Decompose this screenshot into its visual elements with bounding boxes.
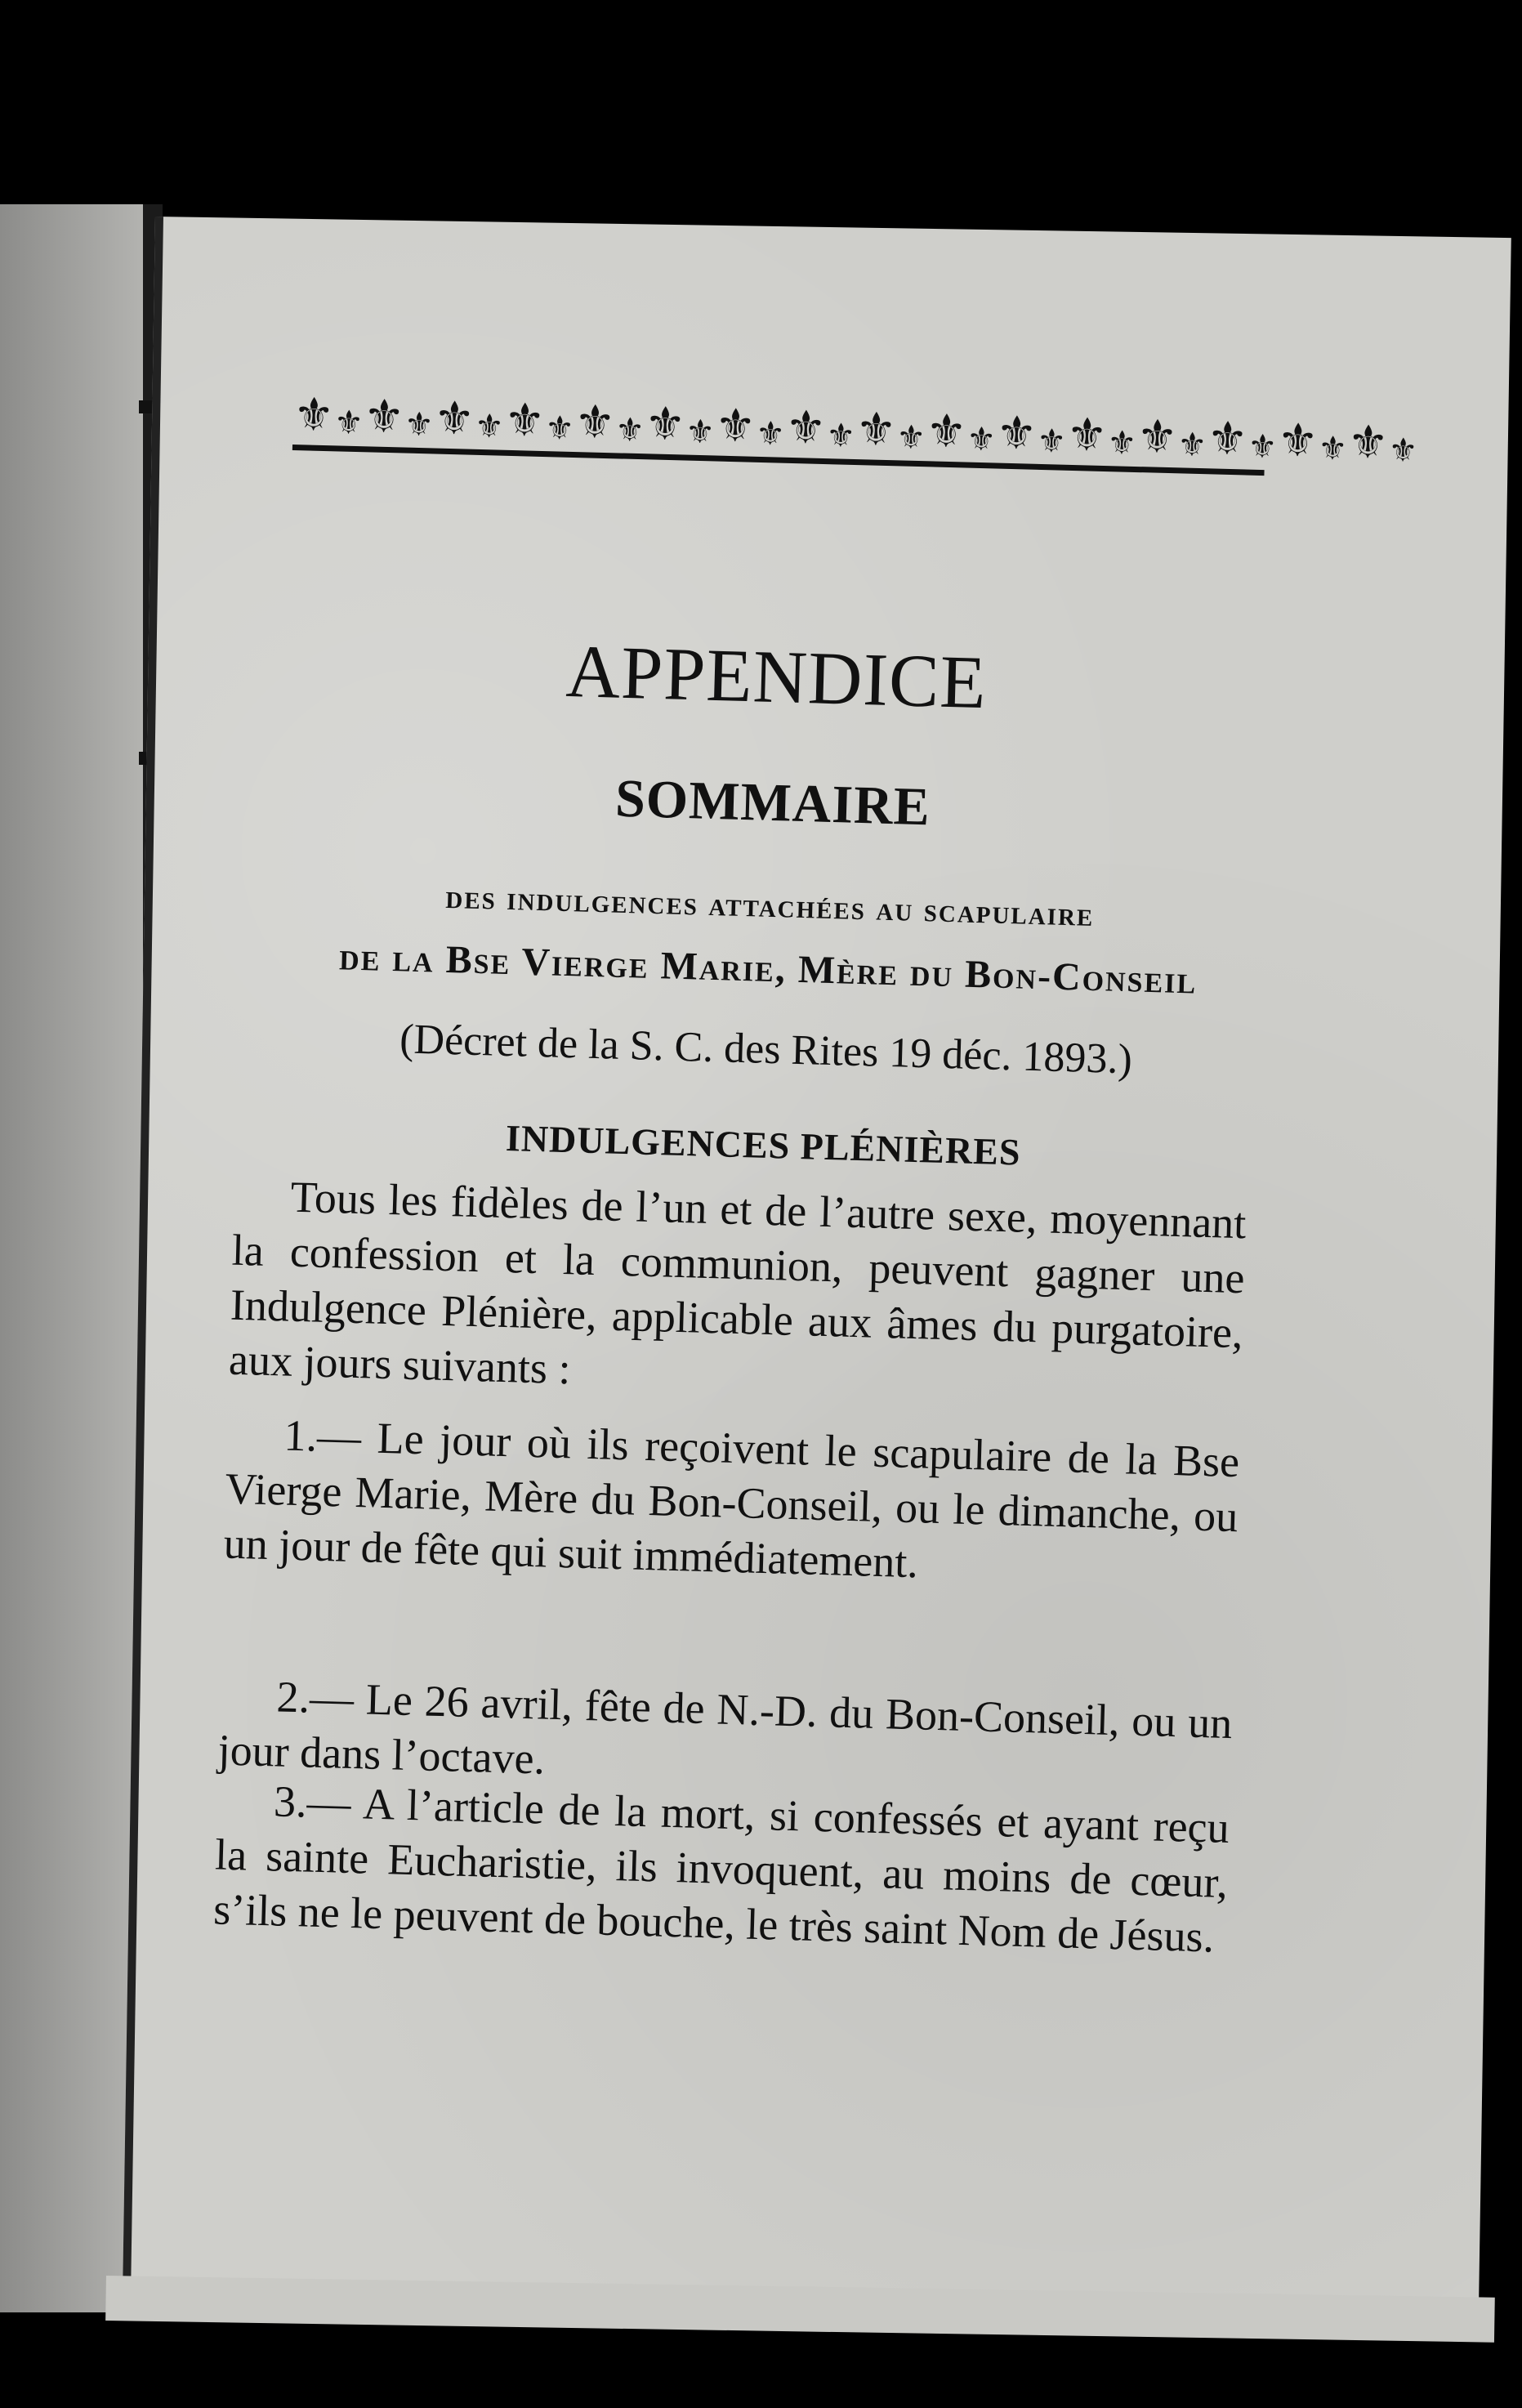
page-title: APPENDICE — [565, 628, 989, 725]
fleur-de-lis-icon: ⚜ — [1206, 412, 1249, 467]
body-paragraph — [212, 1772, 1230, 1965]
fleur-de-lis-icon: ⚜ — [1346, 415, 1390, 471]
paragraph-text: 3.— A l’article de la mort, si confessés et ayant reçu la sainte Eucharistie, ils invoquent, au moins de cœur, s’ils ne le peuvent de bouche, le très saint Nom de Jésus. — [212, 1776, 1230, 1962]
fleur-de-lis-icon: ⚜ — [404, 405, 435, 445]
fleur-de-lis-icon: ⚜ — [1317, 429, 1348, 468]
fleur-de-lis-icon: ⚜ — [1247, 427, 1278, 467]
fleur-de-lis-icon: ⚜ — [1136, 410, 1179, 465]
fleur-de-lis-icon: ⚜ — [503, 393, 547, 449]
fleur-de-lis-icon: ⚜ — [544, 409, 575, 448]
body-paragraph — [228, 1168, 1247, 1416]
fleur-de-lis-icon: ⚜ — [825, 417, 856, 455]
page-subtitle: SOMMAIRE — [614, 768, 931, 838]
fleur-de-lis-icon: ⚜ — [966, 420, 997, 459]
fleur-de-lis-icon: ⚜ — [292, 387, 336, 443]
fleur-de-lis-icon: ⚜ — [1106, 424, 1137, 463]
description-line-2: de la Bse Vierge Marie, Mère du Bon-Conseil — [338, 935, 1198, 1003]
fleur-de-lis-icon: ⚜ — [995, 406, 1038, 461]
fleur-de-lis-icon: ⚜ — [1065, 408, 1109, 463]
paragraph-text: Tous les fidèles de l’un et de l’autre sexe, moyennant la confession et la communion, peuvent gagner une Indulgence Plénière, applicable aux âmes du purgatoire, aux jours suivants : — [228, 1172, 1248, 1394]
paragraph-text: 2.— Le 26 avril, fête de N.-D. du Bon-Conseil, ou un jour dans l’octave. — [216, 1672, 1234, 1784]
fleur-de-lis-icon: ⚜ — [644, 397, 687, 452]
fleur-de-lis-icon: ⚜ — [363, 390, 406, 445]
fleur-de-lis-icon: ⚜ — [755, 414, 786, 453]
fleur-de-lis-icon: ⚜ — [685, 413, 716, 452]
section-heading: INDULGENCES PLÉNIÈRES — [505, 1117, 1022, 1173]
fleur-de-lis-icon: ⚜ — [333, 404, 364, 443]
fleur-de-lis-icon: ⚜ — [574, 395, 617, 450]
fleur-de-lis-icon: ⚜ — [1276, 413, 1319, 468]
fleur-de-lis-icon: ⚜ — [895, 418, 926, 458]
fleur-de-lis-icon: ⚜ — [474, 407, 505, 446]
fleur-de-lis-icon: ⚜ — [855, 403, 898, 458]
description-line-1: des indulgences attachées au scapulaire — [444, 878, 1095, 934]
fleur-de-lis-icon: ⚜ — [714, 399, 757, 453]
paragraph-text: 1.— Le jour où ils reçoivent le scapulaire de la Bse Vierge Marie, Mère du Bon-Conseil, ou le dimanche, ou un jour de fête qui suit immédiatement. — [223, 1410, 1240, 1588]
fleur-de-lis-icon: ⚜ — [1176, 426, 1207, 465]
fleur-de-lis-icon: ⚜ — [433, 391, 476, 446]
fleur-de-lis-icon: ⚜ — [614, 411, 645, 450]
fleur-de-lis-icon: ⚜ — [925, 404, 968, 459]
fleur-de-lis-icon: ⚜ — [784, 400, 828, 456]
decree-citation: (Décret de la S. C. des Rites 19 déc. 1893.) — [399, 1016, 1133, 1083]
body-paragraph — [223, 1407, 1240, 1600]
fleur-de-lis-icon: ⚜ — [1036, 422, 1067, 461]
fleur-de-lis-icon: ⚜ — [1387, 431, 1418, 471]
